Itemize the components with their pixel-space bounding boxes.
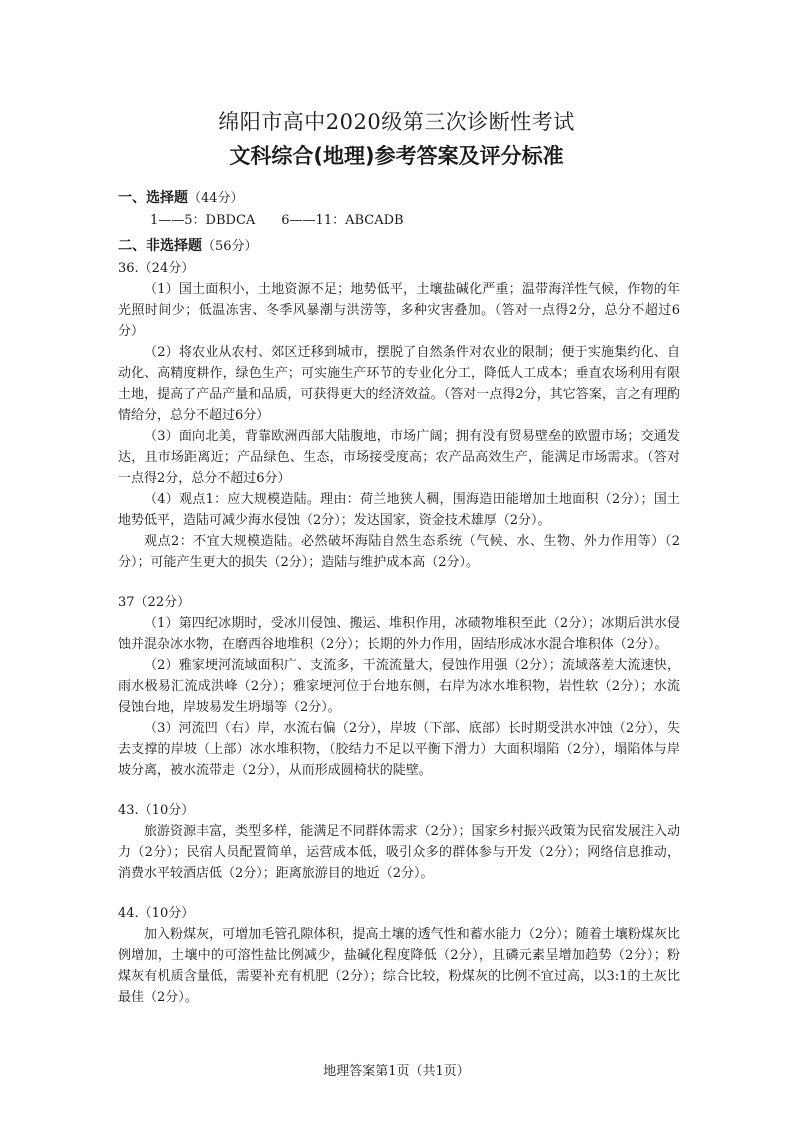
- q37-answer-3: （3）河流凹（右）岸，水流右偏（2分），岸坡（下部、底部）长时期受洪水冲蚀（2分），失去支撑的岸坡（上部）冰水堆积物，（胶结力不足以平衡下滑力）大面积塌陷（2分），塌陷体与岸坡分离，被水流带走（2分），从而形成圆椅状的陡壁。: [118, 721, 680, 778]
- question-37: [118, 592, 680, 781]
- q36-answer-3: （3）面向北美，背靠欧洲西部大陆腹地，市场广阔；拥有没有贸易壁垒的欧盟市场；交通发达，且市场距离近；产品绿色、生态，市场接受度高；农产品高效生产，能满足市场需求。（答对一点得2分，总分不超过6分）: [118, 429, 680, 486]
- section-2-title: 二、非选择题: [118, 238, 202, 254]
- multiple-choice-answers: [118, 210, 680, 231]
- answers-6-11: 6——11：ABCADB: [281, 213, 404, 228]
- section-1-title: 一、选择题: [118, 190, 188, 206]
- answers-1-5: 1——5：DBDCA: [150, 213, 256, 228]
- section-1-points: （44分）: [188, 191, 244, 206]
- section-1-heading: [118, 187, 680, 210]
- q37-answer-1: （1）第四纪冰期时，受冰川侵蚀、搬运、堆积作用，冰碛物堆积至此（2分）；冰期后洪水侵蚀并混杂冰水物，在磨西谷地堆积（2分）；长期的外力作用，固结形成冰水混合堆积体（2分）。: [118, 616, 680, 652]
- question-43-heading: 43.（10分）: [118, 803, 195, 818]
- question-37-heading: 37（22分）: [118, 595, 191, 610]
- section-2-heading: [118, 235, 680, 258]
- document-subtitle: 文科综合(地理)参考答案及评分标准: [229, 144, 564, 168]
- question-44: [118, 903, 680, 1008]
- exam-title: 绵阳市高中2020级第三次诊断性考试: [218, 110, 575, 134]
- q36-answer-2: （2）将农业从农村、郊区迁移到城市，摆脱了自然条件对农业的限制；便于实施集约化、自动化、高精度耕作，绿色生产；可实施生产环节的专业化分工，降低人工成本；垂直农场利用有限土地，提高了产品产量和品质，可获得更大的经济效益。（答对一点得2分，其它答案，言之有理酌情给分，总分不超过6分）: [118, 345, 680, 423]
- question-36-heading: 36.（24分）: [118, 261, 195, 276]
- question-36: [118, 258, 680, 573]
- q44-answer: 加入粉煤灰，可增加毛管孔隙体积，提高土壤的透气性和蓄水能力（2分）；随着土壤粉煤灰比例增加，土壤中的可溶性盐比例减少，盐碱化程度降低（2分），且磷元素呈增加趋势（2分）；粉煤灰有机质含量低，需要补充有机肥（2分）；综合比较，粉煤灰的比例不宜过高，以3:1的土灰比最佳（2分）。: [118, 927, 680, 1005]
- question-43: [118, 800, 680, 884]
- q36-answer-4: （4）观点1：应大规模造陆。理由：荷兰地狭人稠，围海造田能增加土地面积（2分）；国土地势低平，造陆可减少海水侵蚀（2分）；发达国家，资金技术雄厚（2分）。: [118, 492, 680, 528]
- question-44-heading: 44.（10分）: [118, 906, 195, 921]
- answer-content: [118, 187, 680, 1008]
- q43-answer: 旅游资源丰富，类型多样，能满足不同群体需求（2分）；国家乡村振兴政策为民宿发展注入动力（2分）；民宿人员配置简单，运营成本低，吸引众多的群体参与开发（2分）；网络信息推动，消费水平较酒店低（2分）；距离旅游目的地近（2分）。: [118, 824, 680, 881]
- page-footer: 地理答案第1页（共1页）: [323, 1064, 470, 1079]
- q36-answer-1: （1）国土面积小，土地资源不足；地势低平，土壤盐碱化严重；温带海洋性气候，作物的年光照时间少；低温冻害、冬季风暴潮与洪涝等，多种灾害叠加。（答对一点得2分，总分不超过6分）: [118, 282, 680, 339]
- q37-answer-2: （2）雅家埂河流域面积广、支流多，干流流量大，侵蚀作用强（2分）；流域落差大流速快，雨水极易汇流成洪峰（2分）；雅家埂河位于台地东侧，右岸为冰水堆积物，岩性软（2分）；水流侵蚀台地，岸坡易发生坍塌等（2分）。: [118, 658, 680, 715]
- q36-answer-4-view-2: 观点2：不宜大规模造陆。必然破坏海陆自然生态系统（气候、水、生物、外力作用等）（2分）；可能产生更大的损失（2分）；造陆与维护成本高（2分）。: [118, 534, 680, 570]
- section-2-points: （56分）: [202, 239, 258, 254]
